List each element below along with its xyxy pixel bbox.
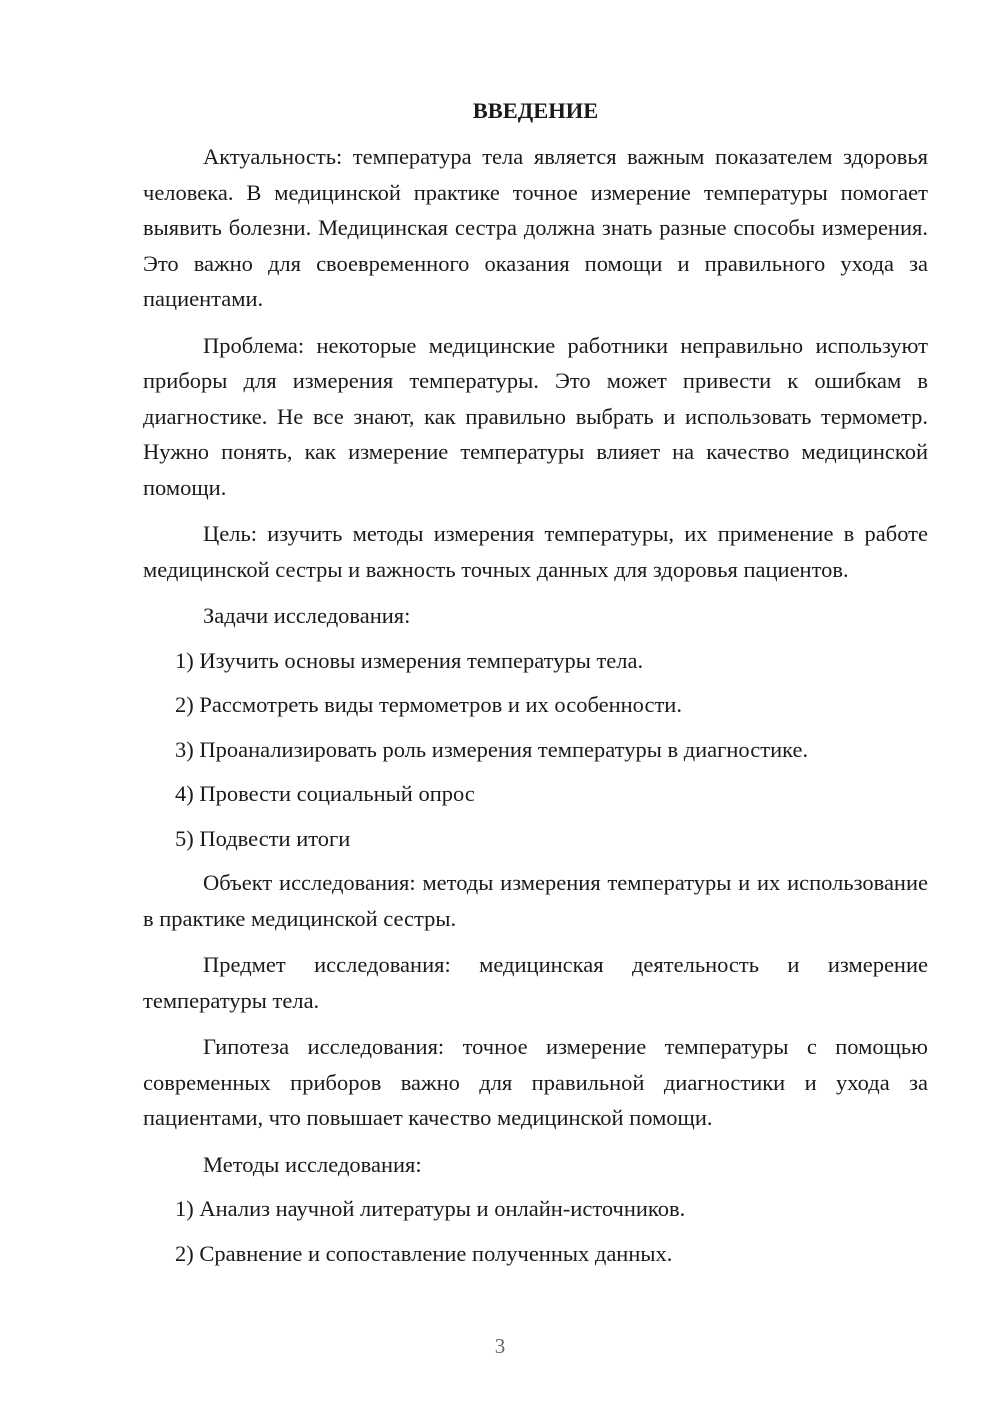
paragraph-relevance: Актуальность: температура тела является важным показателем здоровья человека. В медицинской практике точное измерение температуры помогает выявить болезни. Медицинская сестра должна знать разные способы измерения. Это важно для своевременного оказания помощи и правильного ухода за пациентами.	[143, 144, 928, 311]
paragraph-goal: Цель: изучить методы измерения температуры, их применение в работе медицинской сестры и важность точных данных для здоровья пациентов.	[143, 521, 928, 582]
list-item: 4) Провести социальный опрос	[175, 781, 475, 806]
list-item: 5) Подвести итоги	[175, 825, 351, 851]
paragraph-object: Объект исследования: методы измерения температуры и их использование в практике медицинской сестры.	[143, 870, 928, 931]
list-item: 1) Анализ научной литературы и онлайн-источников.	[175, 1196, 686, 1221]
tasks-list	[143, 643, 928, 857]
tasks-title: Задачи исследования:	[203, 603, 411, 628]
list-item: 3) Проанализировать роль измерения температуры в диагностике.	[175, 736, 809, 762]
methods-list	[143, 1191, 928, 1271]
section-heading: ВВЕДЕНИЕ	[472, 98, 599, 123]
paragraph-hypothesis: Гипотеза исследования: точное измерение температуры с помощью современных приборов важно для правильной диагностики и ухода за пациентами, что повышает качество медицинской помощи.	[143, 1034, 928, 1130]
page-number: 3	[494, 1334, 506, 1358]
page-content	[143, 94, 928, 1280]
paragraph-subject: Предмет исследования: медицинская деятельность и измерение температуры тела.	[143, 952, 928, 1013]
list-item: 1) Изучить основы измерения температуры тела.	[175, 647, 644, 673]
methods-title: Методы исследования:	[203, 1151, 422, 1177]
list-item: 2) Рассмотреть виды термометров и их особенности.	[175, 692, 682, 717]
list-item: 2) Сравнение и сопоставление полученных данных.	[175, 1240, 673, 1266]
paragraph-problem: Проблема: некоторые медицинские работники неправильно используют приборы для измерения температуры. Это может привести к ошибкам в диагностике. Не все знают, как правильно выбрать и использовать термометр. Нужно понять, как измерение температуры влияет на качество медицинской помощи.	[143, 332, 928, 500]
